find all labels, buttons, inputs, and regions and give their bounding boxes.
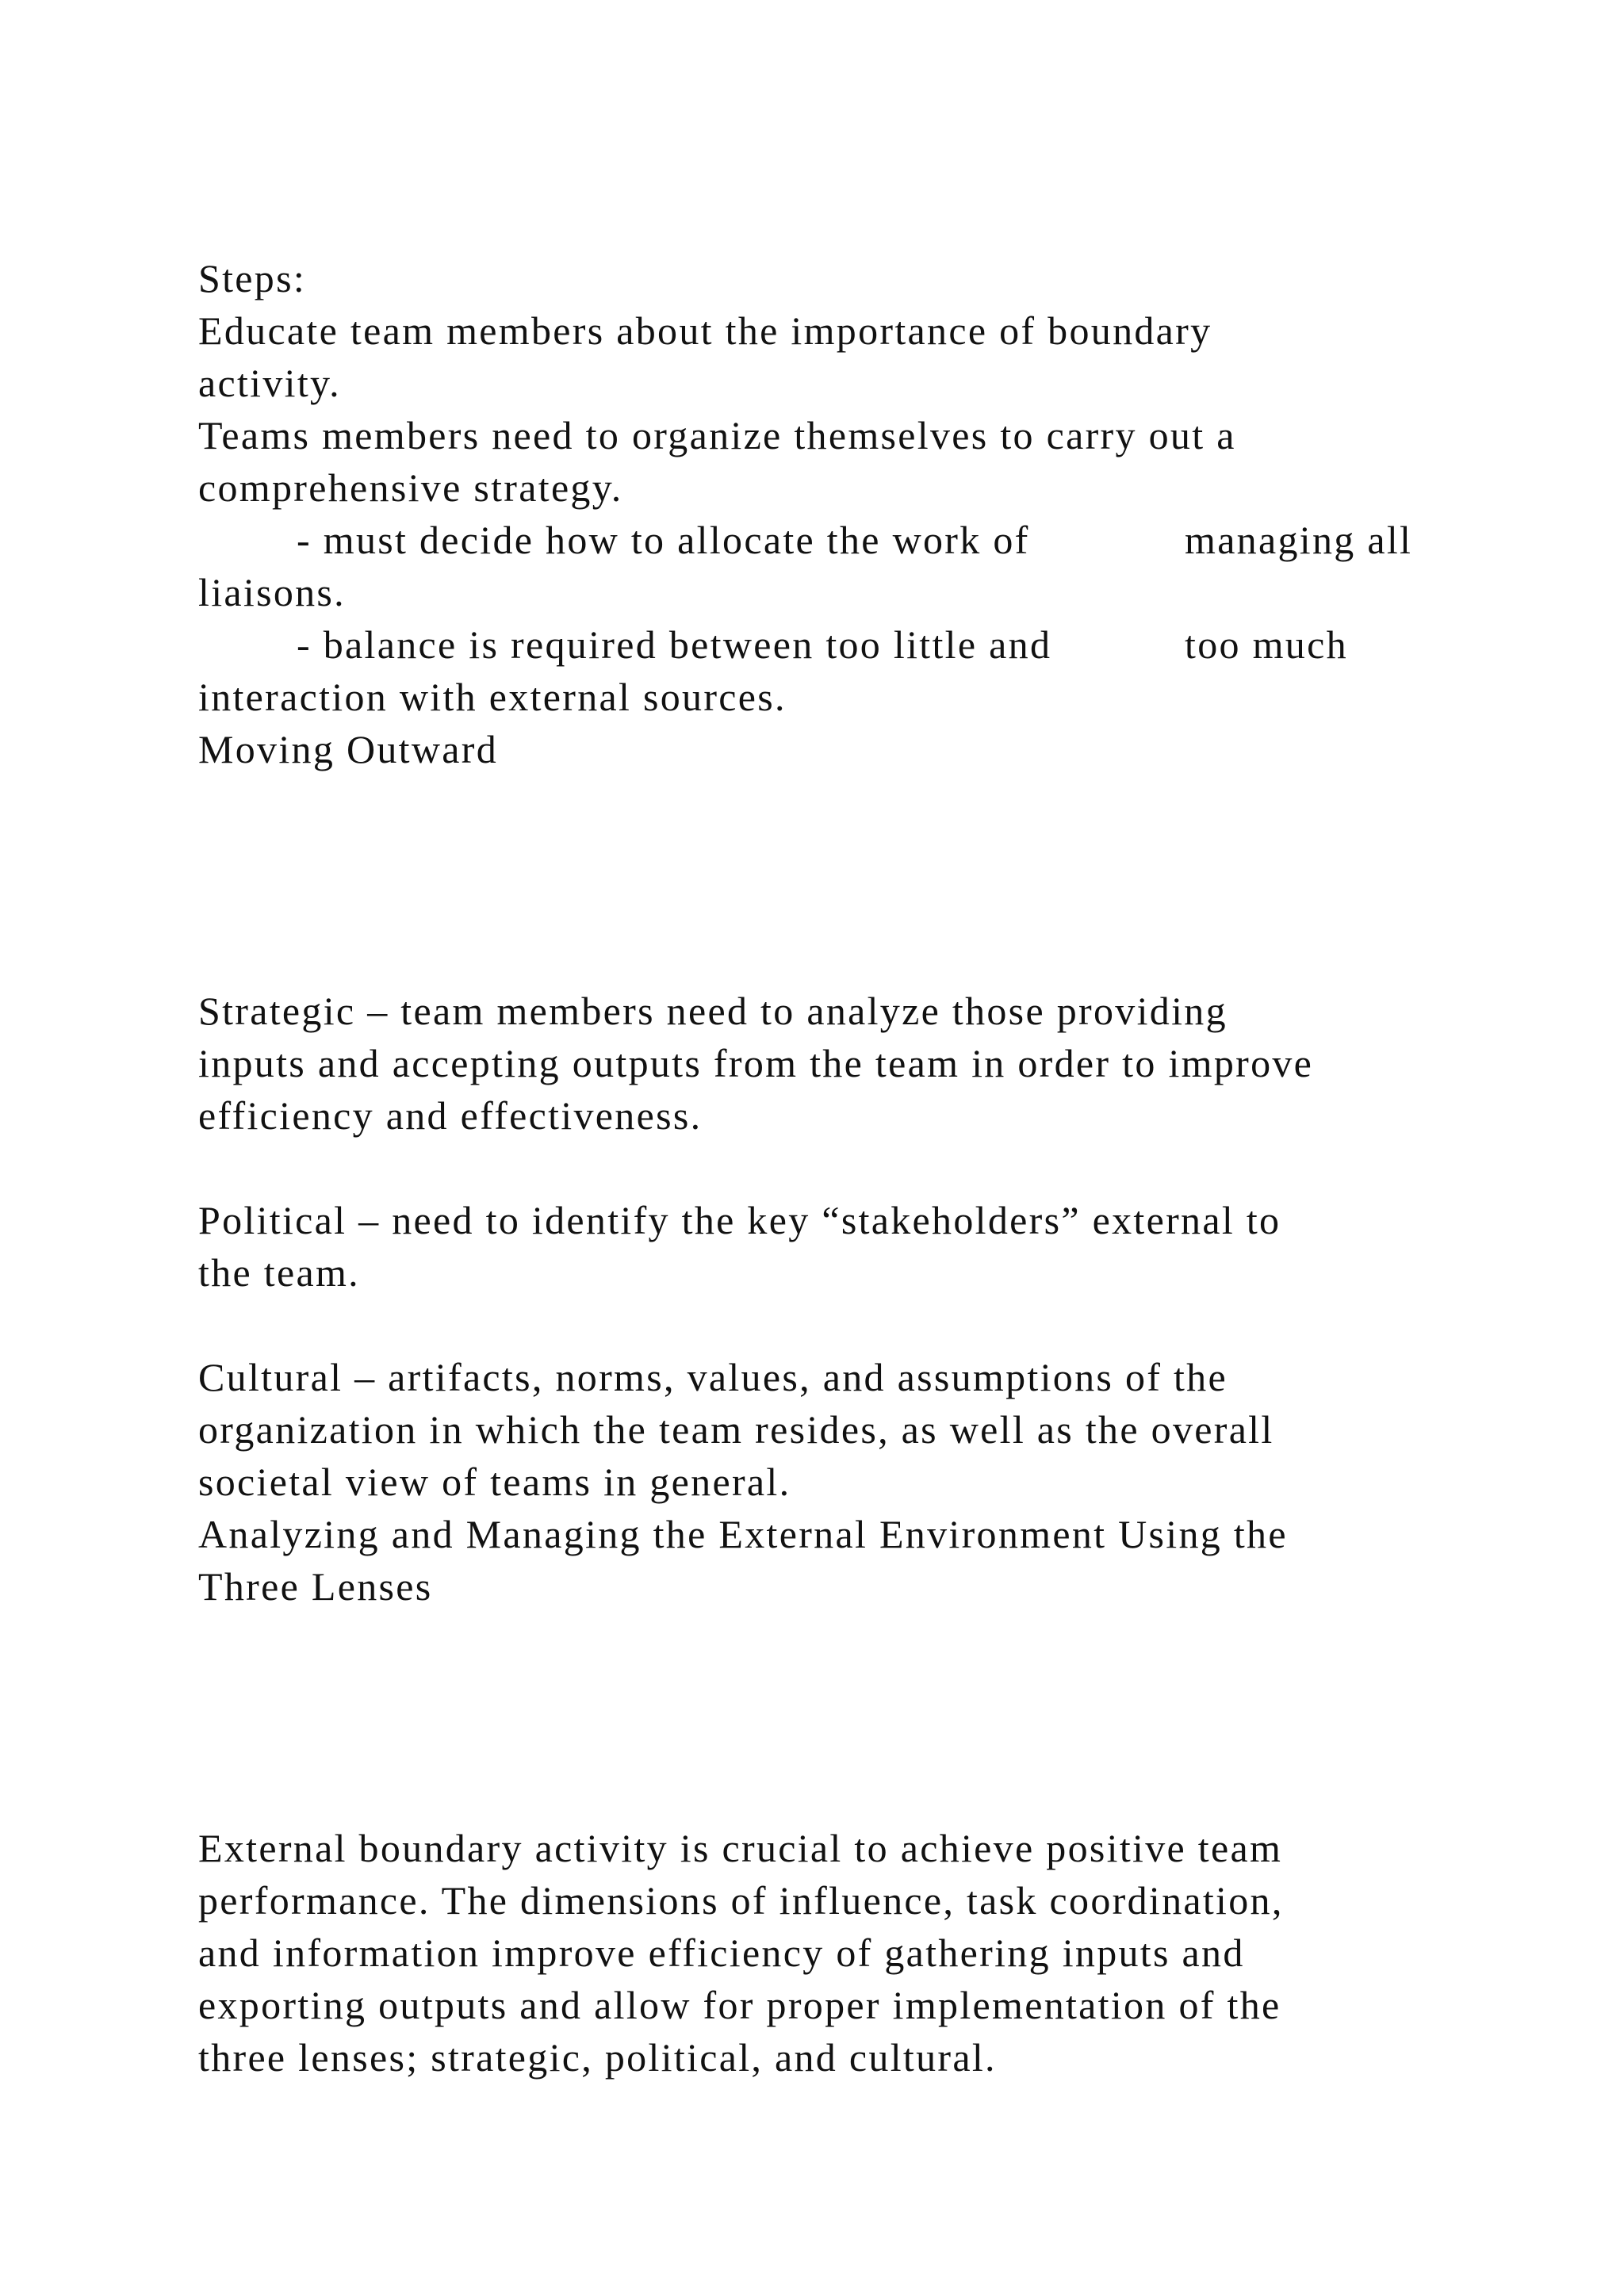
summary-line-2: performance. The dimensions of influence, task coordination, [198,1878,1284,1923]
step-educate-line-1: Educate team members about the importance of boundary [198,308,1212,353]
slide-title-moving-outward: Moving Outward [198,727,499,771]
slide-title-three-lenses-line-1: Analyzing and Managing the External Environment Using the [198,1512,1288,1556]
cultural-line-2: organization in which the team resides, as well as the overall [198,1407,1274,1452]
step-organize-line-2: comprehensive strategy. [198,465,623,510]
strategic-line-2: inputs and accepting outputs from the team in order to improve [198,1041,1314,1085]
cultural-line-3: societal view of teams in general. [198,1460,791,1504]
step-organize-line-1: Teams members need to organize themselves to carry out a [198,413,1236,457]
steps-heading: Steps: [198,256,307,300]
summary-line-5: three lenses; strategic, political, and cultural. [198,2035,997,2080]
summary-line-1: External boundary activity is crucial to achieve positive team [198,1826,1283,1870]
bullet-balance-text: - balance is required between too little and [297,622,1052,667]
political-line-2: the team. [198,1250,360,1295]
summary-line-3: and information improve efficiency of gathering inputs and [198,1931,1245,1975]
cultural-line-1: Cultural – artifacts, norms, values, and assumptions of the [198,1355,1228,1399]
summary-line-4: exporting outputs and allow for proper implementation of the [198,1983,1281,2027]
bullet-balance-continuation: too much [1185,622,1348,667]
bullet-allocate-text: - must decide how to allocate the work of [297,518,1030,562]
bullet-allocate-wrap: liaisons. [198,570,346,614]
step-educate-line-2: activity. [198,361,341,405]
strategic-line-1: Strategic – team members need to analyze those providing [198,989,1228,1033]
bullet-balance-wrap: interaction with external sources. [198,675,787,719]
political-line-1: Political – need to identify the key “stakeholders” external to [198,1198,1281,1242]
slide-title-three-lenses-line-2: Three Lenses [198,1564,433,1609]
strategic-line-3: efficiency and effectiveness. [198,1093,703,1138]
bullet-allocate-continuation: managing all [1185,518,1413,562]
